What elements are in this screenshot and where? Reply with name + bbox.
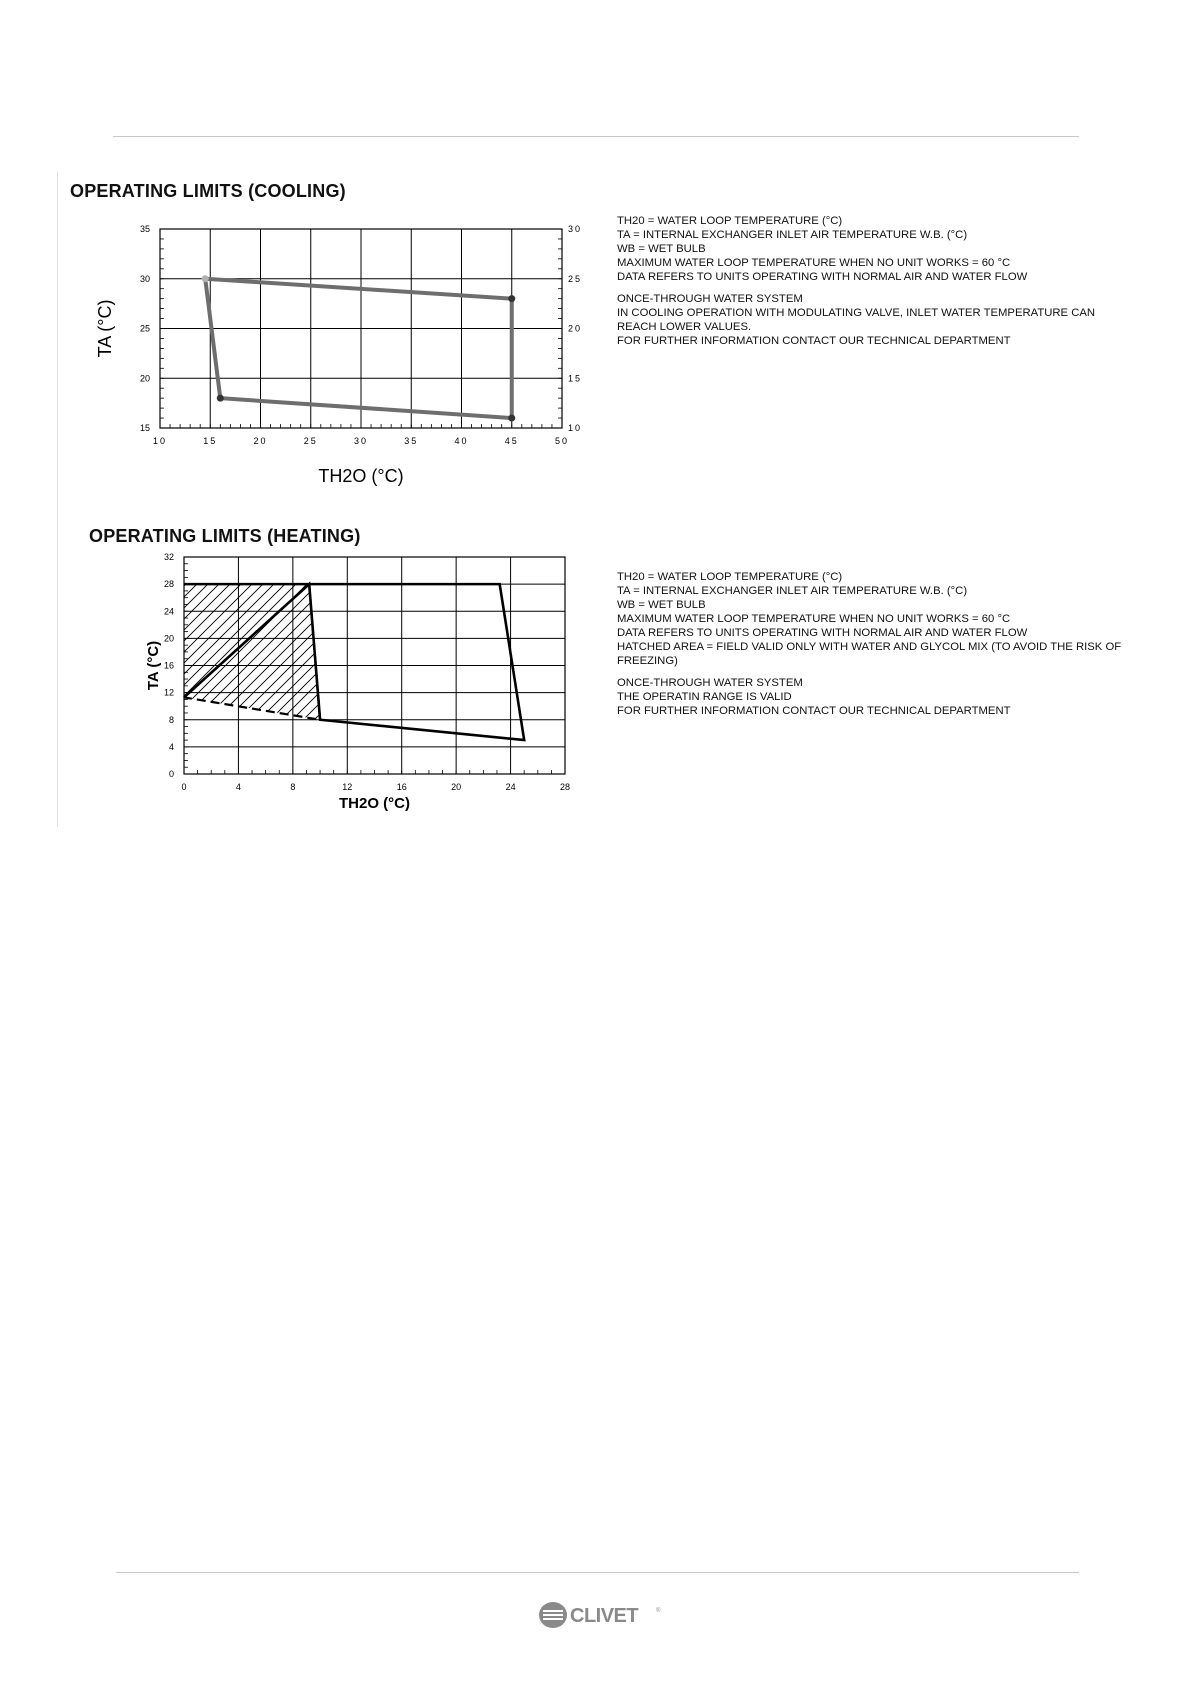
- y-axis-label: TA (°C): [145, 640, 162, 691]
- heating-notes: [617, 570, 1137, 718]
- y-tick-label: 32: [163, 552, 174, 562]
- y-tick-label: 20: [139, 373, 150, 384]
- x-tick-label: 45: [504, 436, 519, 446]
- cooling-note: IN COOLING OPERATION WITH MODULATING VALVE, INLET WATER TEMPERATURE CAN REACH LOWER VALUES.: [617, 307, 1096, 333]
- x-tick-label: 16: [396, 782, 407, 792]
- y-tick-label: 35: [139, 224, 150, 234]
- bottom-rule: [116, 1572, 1079, 1573]
- x-tick-label: 15: [203, 436, 218, 446]
- y2-tick-label: 30: [568, 224, 583, 234]
- heating-title: OPERATING LIMITS (HEATING): [89, 526, 361, 546]
- x-tick-label: 20: [253, 436, 268, 446]
- heating-note: FOR FURTHER INFORMATION CONTACT OUR TECHNICAL DEPARTMENT: [617, 705, 1011, 717]
- cooling-notes: [617, 214, 1137, 348]
- y-tick-label: 16: [163, 660, 174, 671]
- x-tick-label: 0: [181, 782, 187, 792]
- x-tick-label: 40: [454, 436, 469, 446]
- heating-note: DATA REFERS TO UNITS OPERATING WITH NORMAL AIR AND WATER FLOW: [617, 627, 1028, 639]
- heating-note: THE OPERATIN RANGE IS VALID: [617, 691, 792, 703]
- x-tick-label: 8: [290, 782, 296, 792]
- cooling-note: WB = WET BULB: [617, 243, 706, 255]
- cooling-note: MAXIMUM WATER LOOP TEMPERATURE WHEN NO UNIT WORKS = 60 °C: [617, 257, 1011, 269]
- x-tick-label: 12: [342, 782, 353, 792]
- y-tick-label: 25: [139, 323, 150, 334]
- heating-note: MAXIMUM WATER LOOP TEMPERATURE WHEN NO UNIT WORKS = 60 °C: [617, 613, 1011, 625]
- cooling-note: ONCE-THROUGH WATER SYSTEM: [617, 293, 803, 305]
- heating-note: WB = WET BULB: [617, 599, 706, 611]
- y2-tick-label: 25: [568, 273, 583, 284]
- y-tick-label: 15: [139, 423, 150, 433]
- y-tick-label: 12: [163, 687, 174, 698]
- cooling-note: TH20 = WATER LOOP TEMPERATURE (°C): [617, 215, 843, 227]
- x-axis-label: TH2O (°C): [318, 466, 404, 486]
- x-tick-label: 4: [235, 782, 241, 792]
- y2-tick-label: 20: [568, 323, 583, 334]
- y2-tick-label: 10: [568, 423, 583, 433]
- cooling-note: TA = INTERNAL EXCHANGER INLET AIR TEMPERATURE W.B. (°C): [617, 229, 968, 241]
- heating-note: ONCE-THROUGH WATER SYSTEM: [617, 677, 803, 689]
- x-axis-label: TH2O (°C): [339, 795, 410, 812]
- cooling-title: OPERATING LIMITS (COOLING): [70, 181, 346, 201]
- heating-chart: [0, 0, 600, 840]
- hatched-area: [184, 584, 320, 720]
- x-tick-label: 35: [404, 436, 419, 446]
- x-tick-label: 10: [152, 436, 168, 446]
- y2-tick-label: 15: [568, 373, 583, 384]
- svg-text:®: ®: [656, 1608, 661, 1614]
- y-tick-label: 24: [163, 606, 174, 617]
- y-tick-label: 0: [168, 769, 174, 779]
- clivet-logo: [538, 1600, 668, 1630]
- x-tick-label: 50: [554, 436, 570, 446]
- x-tick-label: 28: [559, 782, 571, 792]
- heating-note: HATCHED AREA = FIELD VALID ONLY WITH WATER AND GLYCOL MIX (TO AVOID THE RISK OF FREEZING): [617, 641, 1122, 667]
- x-tick-label: 24: [505, 782, 516, 792]
- y-tick-label: 30: [139, 273, 150, 284]
- y-axis-label: TA (°C): [95, 299, 115, 358]
- y-tick-label: 4: [168, 741, 174, 752]
- cooling-note: FOR FURTHER INFORMATION CONTACT OUR TECHNICAL DEPARTMENT: [617, 335, 1011, 347]
- x-tick-label: 30: [353, 436, 369, 446]
- svg-text:CLIVET: CLIVET: [570, 1605, 639, 1627]
- y-tick-label: 20: [163, 633, 174, 644]
- x-tick-label: 25: [303, 436, 318, 446]
- y-tick-label: 8: [168, 714, 174, 725]
- x-tick-label: 20: [451, 782, 462, 792]
- heating-note: TH20 = WATER LOOP TEMPERATURE (°C): [617, 571, 843, 583]
- cooling-note: DATA REFERS TO UNITS OPERATING WITH NORMAL AIR AND WATER FLOW: [617, 271, 1028, 283]
- y-tick-label: 28: [163, 579, 174, 590]
- heating-note: TA = INTERNAL EXCHANGER INLET AIR TEMPERATURE W.B. (°C): [617, 585, 968, 597]
